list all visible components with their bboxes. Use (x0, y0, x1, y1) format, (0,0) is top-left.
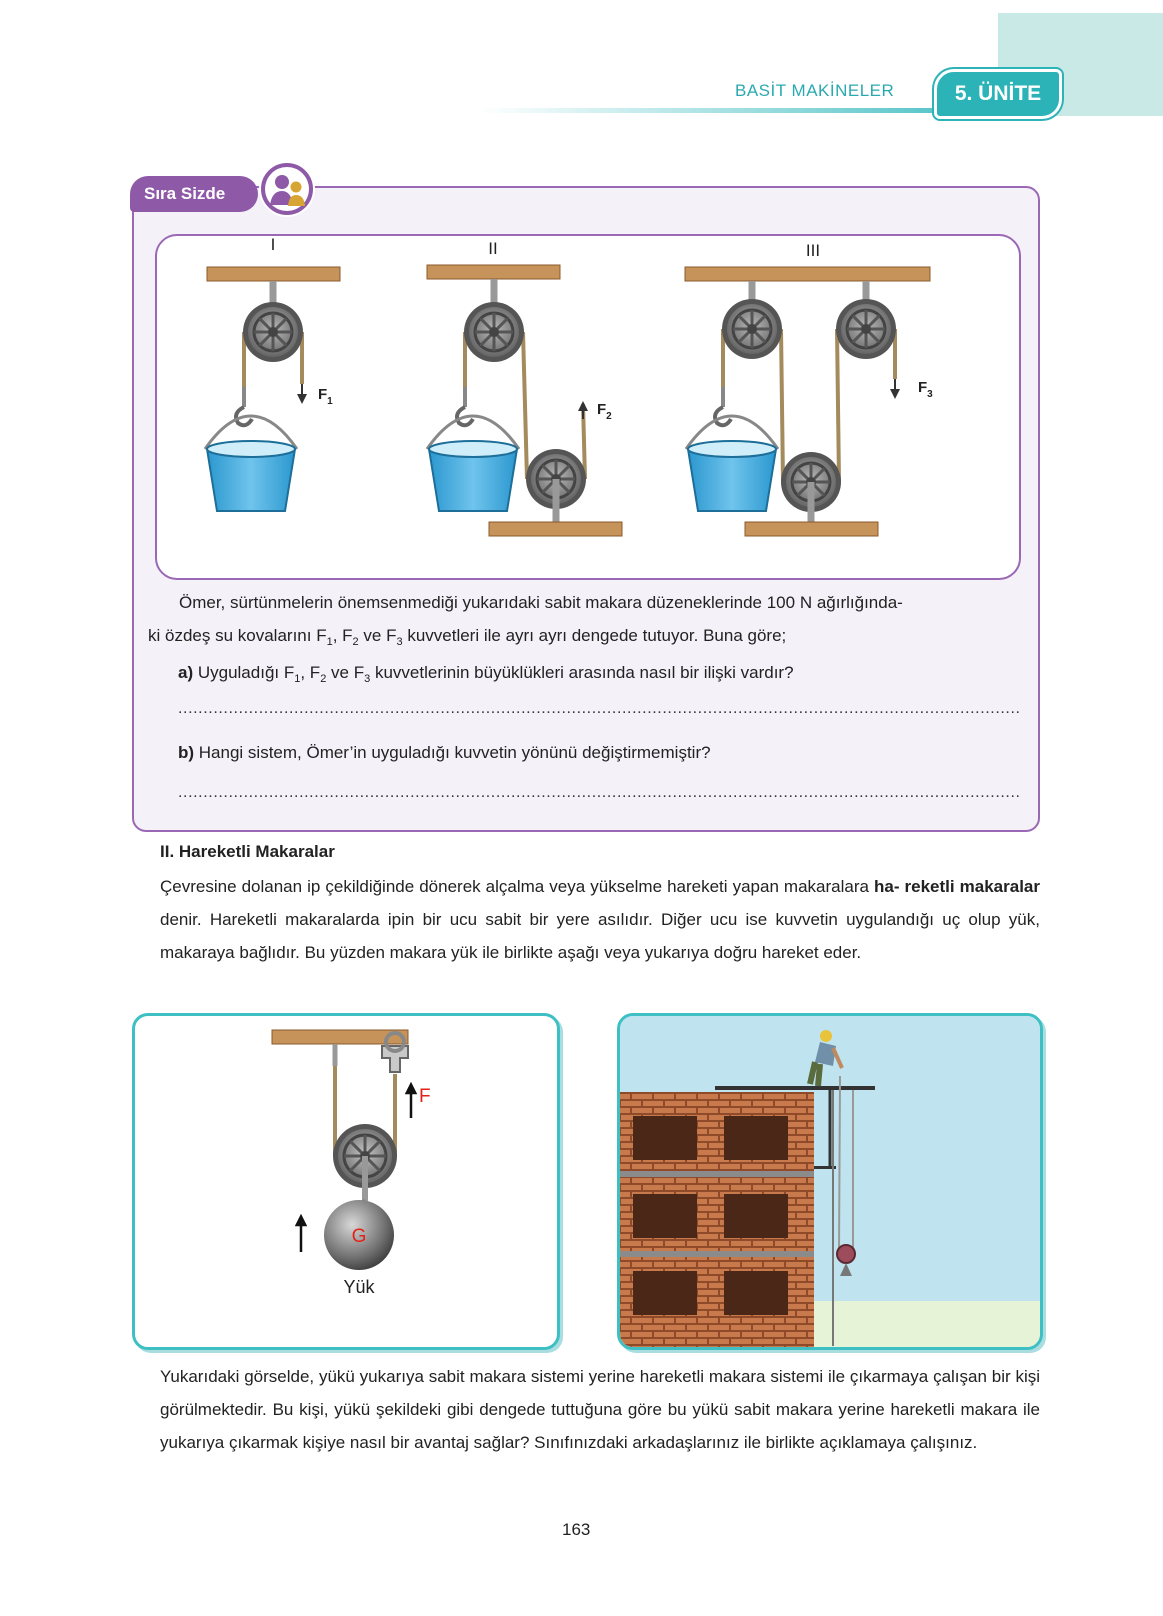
question-a: a) Uyguladığı $F_1$, $F_2$ ve $F_3$ kuvvetlerinin büyüklükleri arasında nasıl bir ilişki vardır? (178, 663, 794, 685)
intro-line-1: Ömer, sürtünmelerin önemsenmediği yukarıdaki sabit makara düzeneklerinde 100 N ağırlığında- (179, 593, 903, 612)
activity-label: Sıra Sizde (130, 176, 258, 212)
weight-label: G (351, 1226, 367, 1247)
pulley-systems-figure (155, 234, 1017, 576)
paragraph-2: Yukarıdaki görselde, yükü yukarıya sabit makara sistemi yerine hareketli makara sistemi ile çıkarmaya çalışan bir kişi görülmektedir. Bu kişi, yükü şekildeki gibi dengede tuttuğuna göre bu yükü sabit makara yerine hareketli makara ile yukarıya çıkarmak kişiye nasıl bir avantaj sağlar? Sınıfınızdaki arkadaşlarınız ile birlikte açıklamaya çalışınız. (160, 1367, 1040, 1452)
system-label-2: II (488, 239, 498, 258)
system-label-3: III (805, 241, 821, 260)
unit-badge: 5. ÜNİTE (934, 69, 1062, 119)
system-1 (205, 267, 340, 511)
system-3 (685, 267, 933, 536)
section-heading: II. Hareketli Makaralar (160, 842, 335, 861)
system-label-1: I (270, 235, 276, 254)
page-number: 163 (562, 1520, 591, 1539)
answer-line-a[interactable]: ....................................................................................................................................................................... (178, 700, 1021, 717)
force-label: F (419, 1086, 431, 1107)
force-f2-label: $F_2$ (597, 401, 612, 422)
load-label: Yük (343, 1277, 375, 1297)
force-f1-label: $F_1$ (318, 386, 333, 407)
system-2 (427, 265, 622, 536)
people-icon (258, 160, 316, 218)
construction-figure-frame (617, 1013, 1043, 1350)
section-title: BASİT MAKİNELER (735, 81, 895, 100)
construction-illustration (620, 1016, 1040, 1347)
intro-line-2: ki özdeş su kovalarını $F_1$, $F_2$ ve $F_3$ kuvvetleri ile ayrı ayrı dengede tutuyor. Buna göre; (148, 626, 787, 648)
force-f3-label: $F_3$ (918, 379, 933, 400)
paragraph-1: Çevresine dolanan ip çekildiğinde dönerek alçalma veya yükselme hareketi yapan makaralara ha- reketli makaralar denir. Hareketli makaralarda ipin bir ucu sabit bir yere asılıdır. Diğer ucu ise kuvvetin uygulandığı uç olup yük, makaraya bağlıdır. Bu yüzden makara yük ile birlikte aşağı veya yukarıya doğru hareket eder. (160, 877, 1040, 962)
question-b: b) Hangi sistem, Ömer’in uyguladığı kuvvetin yönünü değiştirmemiştir? (178, 743, 711, 762)
answer-line-b[interactable]: ....................................................................................................................................................................... (178, 784, 1021, 801)
movable-pulley-diagram (135, 1016, 551, 1341)
